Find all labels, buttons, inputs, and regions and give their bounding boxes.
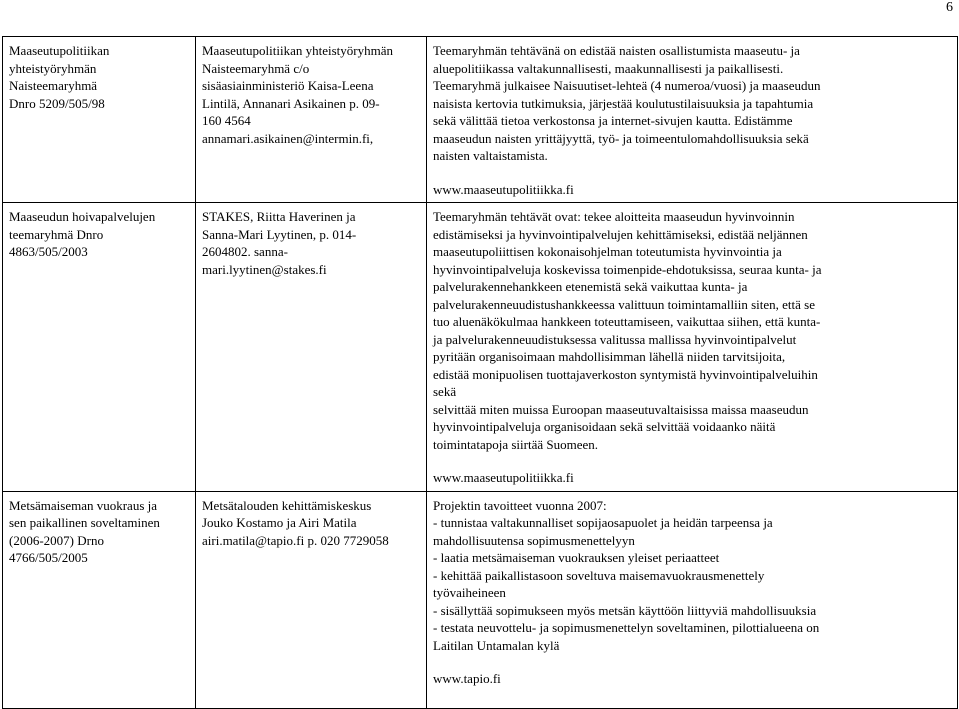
cell-group-name: Maaseudun hoivapalvelujen teemaryhmä Dnro 4863/505/2003 <box>3 203 196 492</box>
table-row <box>3 37 958 203</box>
website-link[interactable]: www.tapio.fi <box>433 671 501 686</box>
cell-description: Projektin tavoitteet vuonna 2007: - tunnistaa valtakunnalliset sopijaosapuolet ja heidän tarpeensa ja mahdollisuutensa sopimusmenettelyyn - laatia metsämaiseman vuokrauksen yleiset periaatteet - kehittää paikallistasoon soveltuva maisemavuokrausmenettely työvaiheineen - sisällyttää sopimukseen myös metsän käyttöön liittyviä mahdollisuuksia - testata neuvottelu- ja sopimusmenettelyn soveltaminen, pilottialueena on Laitilan Untamalan kylä www.tapio.fi <box>427 491 958 708</box>
cell-contact: Maaseutupolitiikan yhteistyöryhmän Naisteemaryhmä c/o sisäasiainministeriö Kaisa-Leena Lintilä, Annanari Asikainen p. 09- 160 4564 annamari.asikainen@intermin.fi, <box>196 37 427 203</box>
table-row <box>3 491 958 708</box>
cell-contact: STAKES, Riitta Haverinen ja Sanna-Mari Lyytinen, p. 014- 2604802. sanna- mari.lyytinen@stakes.fi <box>196 203 427 492</box>
website-link[interactable]: www.maaseutupolitiikka.fi <box>433 181 574 197</box>
cell-description: Teemaryhmän tehtävät ovat: tekee aloitteita maaseudun hyvinvoinnin edistämiseksi ja hyvinvointipalvelujen kehittämiseksi, edistää neljännen maaseutupoliittisen kokonaisohjelman toteutumista hyvinvointia ja hyvinvointipalveluja koskevissa toimenpide-ehdotuksissa, seuraa kunta- ja palvelurakennehankkeen etenemistä sekä vaikuttaa kunta- ja palvelurakenneuudistushankkeessa valittuun toimintamalliin siten, että se tuo aluenäkökulmaa hankkeen toteuttamiseen, vaikuttaa siihen, että kunta- ja palvelurakenneuudistuksessa valitussa mallissa hyvinvointipalvelut pyritään organisoimaan mahdollisimman lähellä niiden tarvitsijoita, edistää monipuolisen tuottajaverkoston syntymistä hyvinvointipalveluihin sekä selvittää miten muissa Euroopan maaseutuvaltaisissa maissa maaseudun hyvinvointipalveluja organisoidaan sekä selvittää voidaanko näitä toimintatapoja siirtää Suomeen. www.maaseutupolitiikka.fi <box>427 203 958 492</box>
website-link[interactable]: www.maaseutupolitiikka.fi <box>433 470 574 485</box>
cell-group-name: Maaseutupolitiikan yhteistyöryhmän Naisteemaryhmä Dnro 5209/505/98 <box>3 37 196 203</box>
page-number: 6 <box>946 0 953 15</box>
table-row <box>3 203 958 492</box>
cell-description: Teemaryhmän tehtävänä on edistää naisten osallistumista maaseutu- ja aluepolitiikassa valtakunnallisesti, maakunnallisesti ja paikallisesti. Teemaryhmä julkaisee Naisuutiset-lehteä (4 numeroa/vuosi) ja maaseudun naisista kertovia tutkimuksia, järjestää koulutustilaisuuksia ja tapahtumia sekä välittää tietoa verkostonsa ja internet-sivujen kautta. Edistämme maaseudun naisten yrittäjyyttä, työ- ja toimeentulomahdollisuuksia sekä naisten valtaistamista. www.maaseutupolitiikka.fi <box>427 37 958 203</box>
cell-contact: Metsätalouden kehittämiskeskus Jouko Kostamo ja Airi Matila airi.matila@tapio.fi p. 020 7729058 <box>196 491 427 708</box>
cell-group-name: Metsämaiseman vuokraus ja sen paikallinen soveltaminen (2006-2007) Drno 4766/505/2005 <box>3 491 196 708</box>
document-table <box>2 36 958 709</box>
